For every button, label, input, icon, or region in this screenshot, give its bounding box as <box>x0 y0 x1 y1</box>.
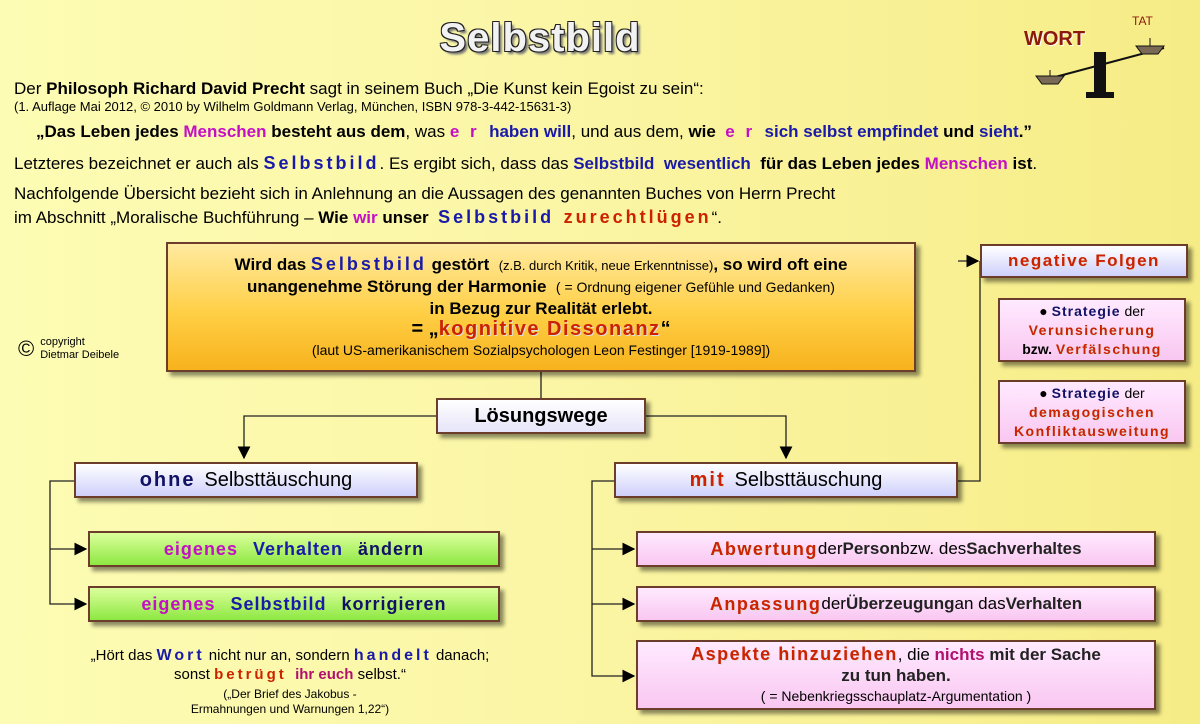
logo <box>1024 12 1174 102</box>
intro-line-1: Der Philosoph Richard David Precht sagt in seinem Buch „Die Kunst kein Egoist zu sein“: <box>14 79 704 98</box>
intro-line-5: im Abschnitt „Moralische Buchführung – Wie wir unser Selbstbild zurechtlügen“. <box>14 207 722 227</box>
intro-line-3: Letzteres bezeichnet er auch als Selbstbild. Es ergibt sich, dass das Selbstbild wesentlich für das Leben jedes Menschen ist. <box>14 153 1038 173</box>
side-aspects-box: Aspekte hinzuziehen, die nichts mit der Sache zu tun haben. ( = Nebenkriegsschauplatz-Argumentation ) <box>636 640 1156 710</box>
intro-line-4: Nachfolgende Übersicht bezieht sich in Anlehnung an die Aussagen des genannten Buches von Herrn Precht <box>14 184 836 203</box>
dissonance-box: Wird das Selbstbild gestört (z.B. durch Kritik, neue Erkenntnisse), so wird oft eine unangenehme Störung der Harmonie ( = Ordnung eigener Gefühle und Gedanken) in Bezug zur Realität erlebt. = „kognitive Dissonanz“ (laut US-amerikanischem Sozialpsychologen Leon Festinger [1919-1989]) <box>166 242 916 372</box>
adaptation-box: Anpassung der Überzeugung an das Verhalten <box>636 586 1156 622</box>
copyright-icon: © <box>18 336 35 361</box>
james-quote: „Hört das Wort nicht nur an, sondern handelt danach; sonst betrügt ihr euch selbst.“ („Der Brief des Jakobus - Ermahnungen und Warnungen 1,22“) <box>90 647 490 716</box>
precht-quote: „Das Leben jedes Menschen besteht aus dem, was e r haben will, und aus dem, wie e r sich selbst empfindet und sieht.” <box>36 122 1032 141</box>
logo-word: WORT <box>1024 28 1086 50</box>
logo-deed: TAT <box>1132 14 1153 28</box>
change-behavior-box: eigenes Verhalten ändern <box>88 531 500 567</box>
devaluation-box: Abwertung der Person bzw. des Sachverhaltes <box>636 531 1156 567</box>
correct-self-image-box: eigenes Selbstbild korrigieren <box>88 586 500 622</box>
without-self-deception-box: ohne Selbsttäuschung <box>74 462 418 498</box>
strategy-escalation-box: ● Strategie der demagogischen Konfliktausweitung <box>998 380 1186 444</box>
intro-citation: (1. Auflage Mai 2012, © 2010 by Wilhelm Goldmann Verlag, München, ISBN 978-3-442-15631-3) <box>14 99 572 114</box>
with-self-deception-box: mit Selbsttäuschung <box>614 462 958 498</box>
negative-consequences-box: negative Folgen <box>980 244 1188 278</box>
strategy-uncertainty-box: ● Strategie der Verunsicherung bzw. Verfälschung <box>998 298 1186 362</box>
copyright: © copyright Dietmar Deibele <box>18 336 120 361</box>
page-title: Selbstbild <box>439 16 641 60</box>
cognitive-dissonance: kognitive Dissonanz <box>438 317 661 340</box>
solution-paths-box: Lösungswege <box>436 398 646 434</box>
